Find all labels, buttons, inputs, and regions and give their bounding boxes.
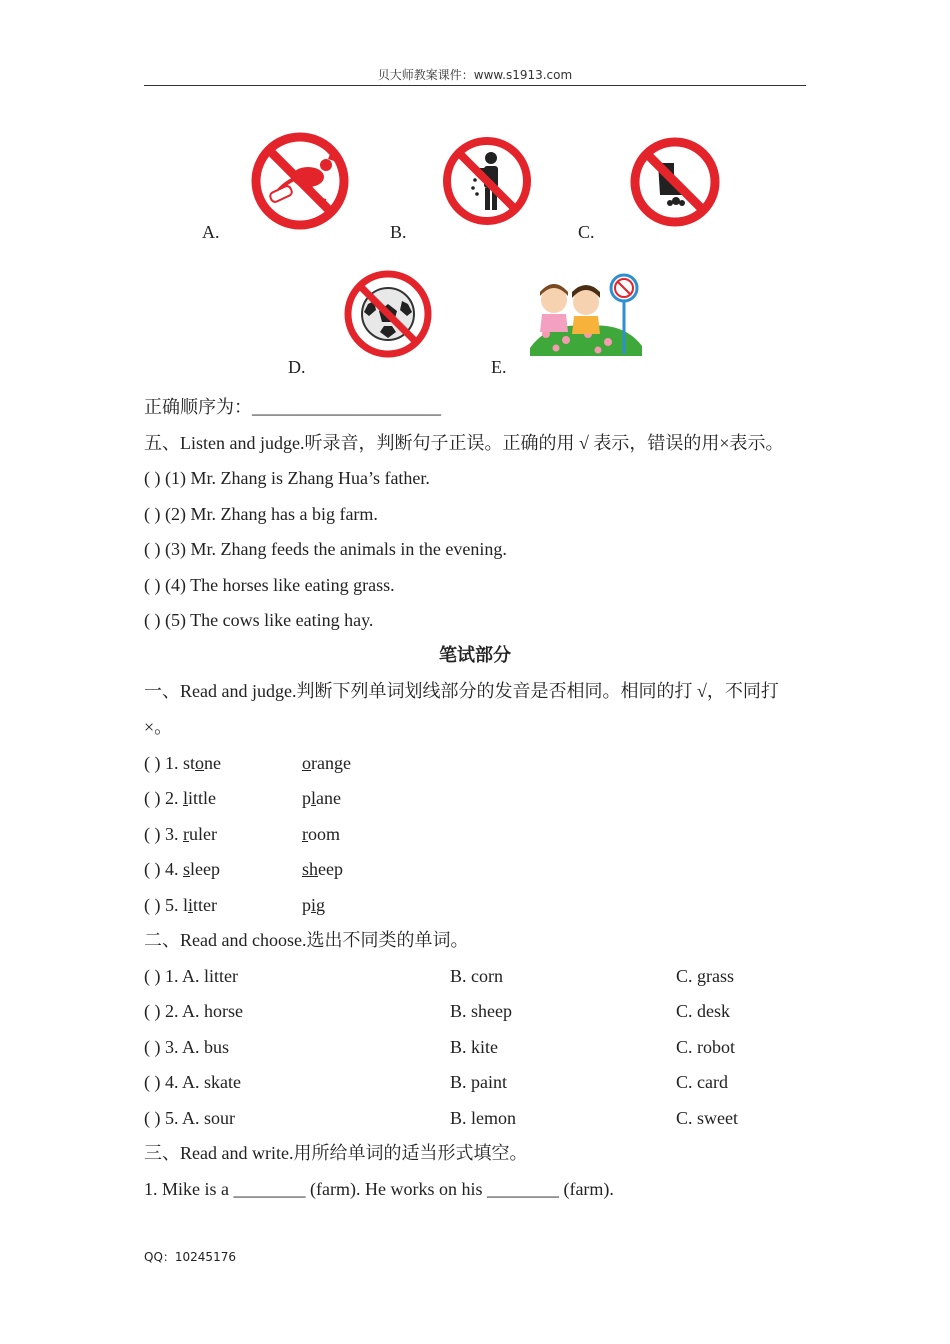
pronunciation-compare-word: plane — [302, 788, 341, 808]
judge-item: ( ) (5) The cows like eating hay. — [144, 610, 374, 630]
part3-title: 三、Read and write.用所给单词的适当形式填空。 — [144, 1143, 528, 1163]
no-ball-games-sign — [344, 268, 432, 360]
choice-option-a: ( ) 5. A. sour — [144, 1108, 235, 1128]
page-footer: QQ：10245176 — [144, 1250, 236, 1264]
no-kangaroo-sign — [250, 131, 350, 231]
header-divider — [144, 85, 806, 86]
pronunciation-item: ( ) 5. litter — [144, 895, 218, 915]
pronunciation-compare-word: sheep — [302, 859, 343, 879]
judge-item: ( ) (2) Mr. Zhang has a big farm. — [144, 504, 378, 524]
choice-option-c: C. desk — [676, 1001, 730, 1021]
judge-item: ( ) (1) Mr. Zhang is Zhang Hua’s father. — [144, 468, 430, 488]
part1-title-continued: ×。 — [144, 717, 173, 737]
picture-label-d: D. — [288, 357, 306, 377]
choice-option-b: B. corn — [450, 966, 503, 986]
choice-option-a: ( ) 4. A. skate — [144, 1072, 241, 1092]
choice-option-b: B. sheep — [450, 1001, 512, 1021]
pronunciation-compare-word: pig — [302, 895, 326, 915]
answer-order-line: 正确顺序为：_____________________ — [144, 397, 441, 417]
section5-title: 五、Listen and judge.听录音，判断句子正误。正确的用 √ 表示，错误的用×表示。 — [144, 433, 784, 453]
choice-option-c: C. robot — [676, 1037, 736, 1057]
choice-option-a: ( ) 2. A. horse — [144, 1001, 243, 1021]
choice-option-b: B. lemon — [450, 1108, 516, 1128]
no-stepping-on-flowers-sign — [630, 137, 720, 227]
picture-label-e: E. — [491, 357, 507, 377]
pronunciation-item: ( ) 3. ruler — [144, 824, 217, 844]
picture-label-b: B. — [390, 222, 407, 242]
choice-option-a: ( ) 3. A. bus — [144, 1037, 229, 1057]
judge-item: ( ) (3) Mr. Zhang feeds the animals in the evening. — [144, 539, 507, 559]
choice-option-b: B. paint — [450, 1072, 507, 1092]
choice-option-c: C. sweet — [676, 1108, 738, 1128]
no-littering-sign — [442, 136, 532, 226]
pronunciation-compare-word: room — [302, 824, 341, 844]
picture-label-a: A. — [202, 222, 220, 242]
fill-blank-item: 1. Mike is a ________ (farm). He works on his ________ (farm). — [144, 1179, 614, 1199]
choice-option-c: C. grass — [676, 966, 734, 986]
choice-option-b: B. kite — [450, 1037, 498, 1057]
judge-item: ( ) (4) The horses like eating grass. — [144, 575, 395, 595]
part2-title: 二、Read and choose.选出不同类的单词。 — [144, 930, 469, 950]
choice-option-a: ( ) 1. A. litter — [144, 966, 238, 986]
children-by-flowers-picture — [528, 270, 644, 358]
written-part-title: 笔试部分 — [439, 645, 511, 666]
part1-title: 一、Read and judge.判断下列单词划线部分的发音是否相同。相同的打 √，不同打 — [144, 681, 779, 701]
pronunciation-item: ( ) 1. stone — [144, 753, 222, 773]
pronunciation-item: ( ) 2. little — [144, 788, 217, 808]
pronunciation-compare-word: orange — [302, 753, 351, 773]
choice-option-c: C. card — [676, 1072, 728, 1092]
pronunciation-item: ( ) 4. sleep — [144, 859, 220, 879]
page-header: 贝大师教案课件：www.s1913.com — [377, 68, 573, 82]
picture-label-c: C. — [578, 222, 595, 242]
